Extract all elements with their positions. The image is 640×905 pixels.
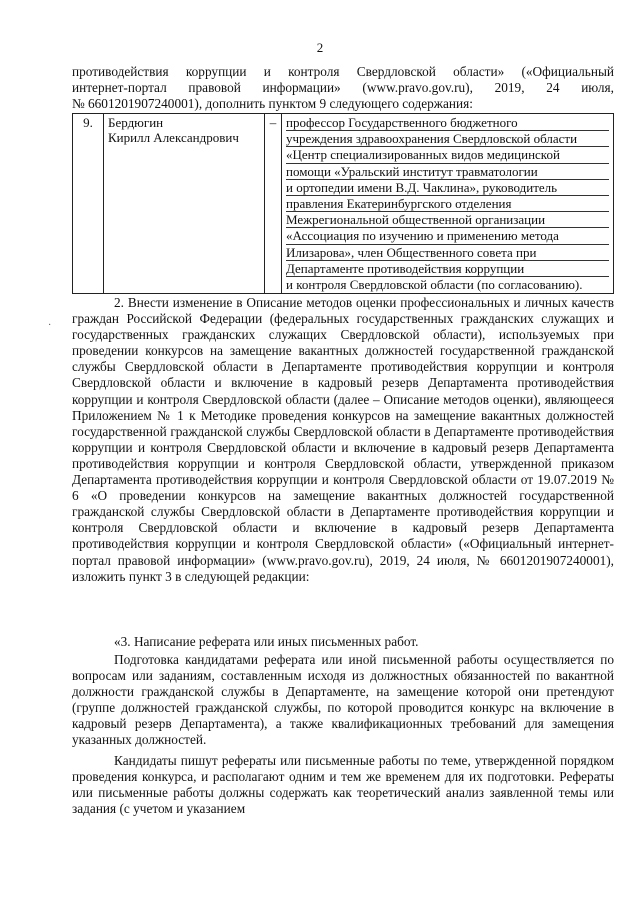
description-line: Межрегиональной общественной организации bbox=[286, 212, 609, 228]
intro-line: противодействия коррупции и контроля Свердловской области» («Официальный bbox=[72, 64, 614, 79]
description-line: и ортопедии имени В.Д. Чаклина», руководитель bbox=[286, 180, 609, 196]
dash-cell: – bbox=[265, 114, 282, 294]
description-line: и контроля Свердловской области (по согласованию). bbox=[286, 277, 583, 293]
description-line: учреждения здравоохранения Свердловской области bbox=[286, 131, 609, 147]
description-line: Илизарова», член Общественного совета при bbox=[286, 245, 609, 261]
paragraph-4: Подготовка кандидатами реферата или иной письменной работы осуществляется по вопросам или заданиям, составленным исходя из должностных обязанностей по вакантной должности гражданской службы в Департаменте, на замещение которой они претендуют (группе должностей гражданской службы, по которой проводится конкурс на включение в кадровый резерв Департамента), а также квалификационных требований для замещения указанных должностей. bbox=[72, 652, 614, 748]
description-line: правления Екатеринбургского отделения bbox=[286, 196, 609, 212]
insert-table bbox=[72, 113, 614, 294]
description-line: Департаменте противодействия коррупции bbox=[286, 261, 609, 277]
margin-mark: · bbox=[48, 320, 52, 331]
paragraph-3-title: «3. Написание реферата или иных письменных работ. bbox=[114, 634, 419, 649]
table-row bbox=[73, 114, 614, 294]
person-name: Бердюгин Кирилл Александрович bbox=[104, 114, 265, 294]
description-line: профессор Государственного бюджетного bbox=[286, 115, 609, 131]
row-number: 9. bbox=[73, 114, 104, 294]
description-line: «Ассоциация по изучению и применению метода bbox=[286, 228, 609, 244]
intro-line: интернет-портал правовой информации» (www.pravo.gov.ru), 2019, 24 июля, bbox=[72, 80, 614, 96]
intro-paragraph bbox=[72, 64, 614, 112]
description-line: «Центр специализированных видов медицинской bbox=[286, 147, 609, 163]
paragraph-2: 2. Внести изменение в Описание методов оценки профессиональных и личных качеств граждан Российской Федерации (федеральных государственных гражданских служащих и государственных гражданских служащих Свердловской области), используемых при проведении конкурсов на замещение вакантных должностей государственной гражданской службы Свердловской области в Департаменте противодействия коррупции и контроля Свердловской области и включение в кадровый резерв Департамента противодействия коррупции и контроля Свердловской области (далее – Описание методов оценки), являющееся Приложением № 1 к Методике проведения конкурсов на замещение вакантных должностей государственной гражданской службы Свердловской области в Департаменте противодействия коррупции и контроля Свердловской области и включение в кадровый резерв Департамента противодействия коррупции и контроля Свердловской области, утвержденной приказом Департамента противодействия коррупции и контроля Свердловской области от 19.07.2019 № 6 «О проведении конкурсов на замещение вакантных должностей государственной гражданской службы Свердловской области в Департаменте противодействия коррупции и контроля Свердловской области и включение в кадровый резерв Департамента противодействия коррупции и контроля Свердловской области» («Официальный интернет-портал правовой информации» (www.pravo.gov.ru), 2019, 24 июля, № 6601201907240001), изложить пункт 3 в следующей редакции: bbox=[72, 295, 614, 584]
person-description bbox=[282, 114, 614, 294]
intro-line: № 6601201907240001), дополнить пунктом 9 следующего содержания: bbox=[72, 96, 473, 112]
description-line: помощи «Уральский институт травматологии bbox=[286, 164, 609, 180]
page-number: 2 bbox=[316, 40, 324, 55]
paragraph-5: Кандидаты пишут рефераты или письменные работы по теме, утвержденной порядком проведения конкурса, и располагают одним и тем же временем для их подготовки. Рефераты или письменные работы должны содержать как теоретический анализ заявленной темы или задания (с учетом и указанием bbox=[72, 753, 614, 817]
